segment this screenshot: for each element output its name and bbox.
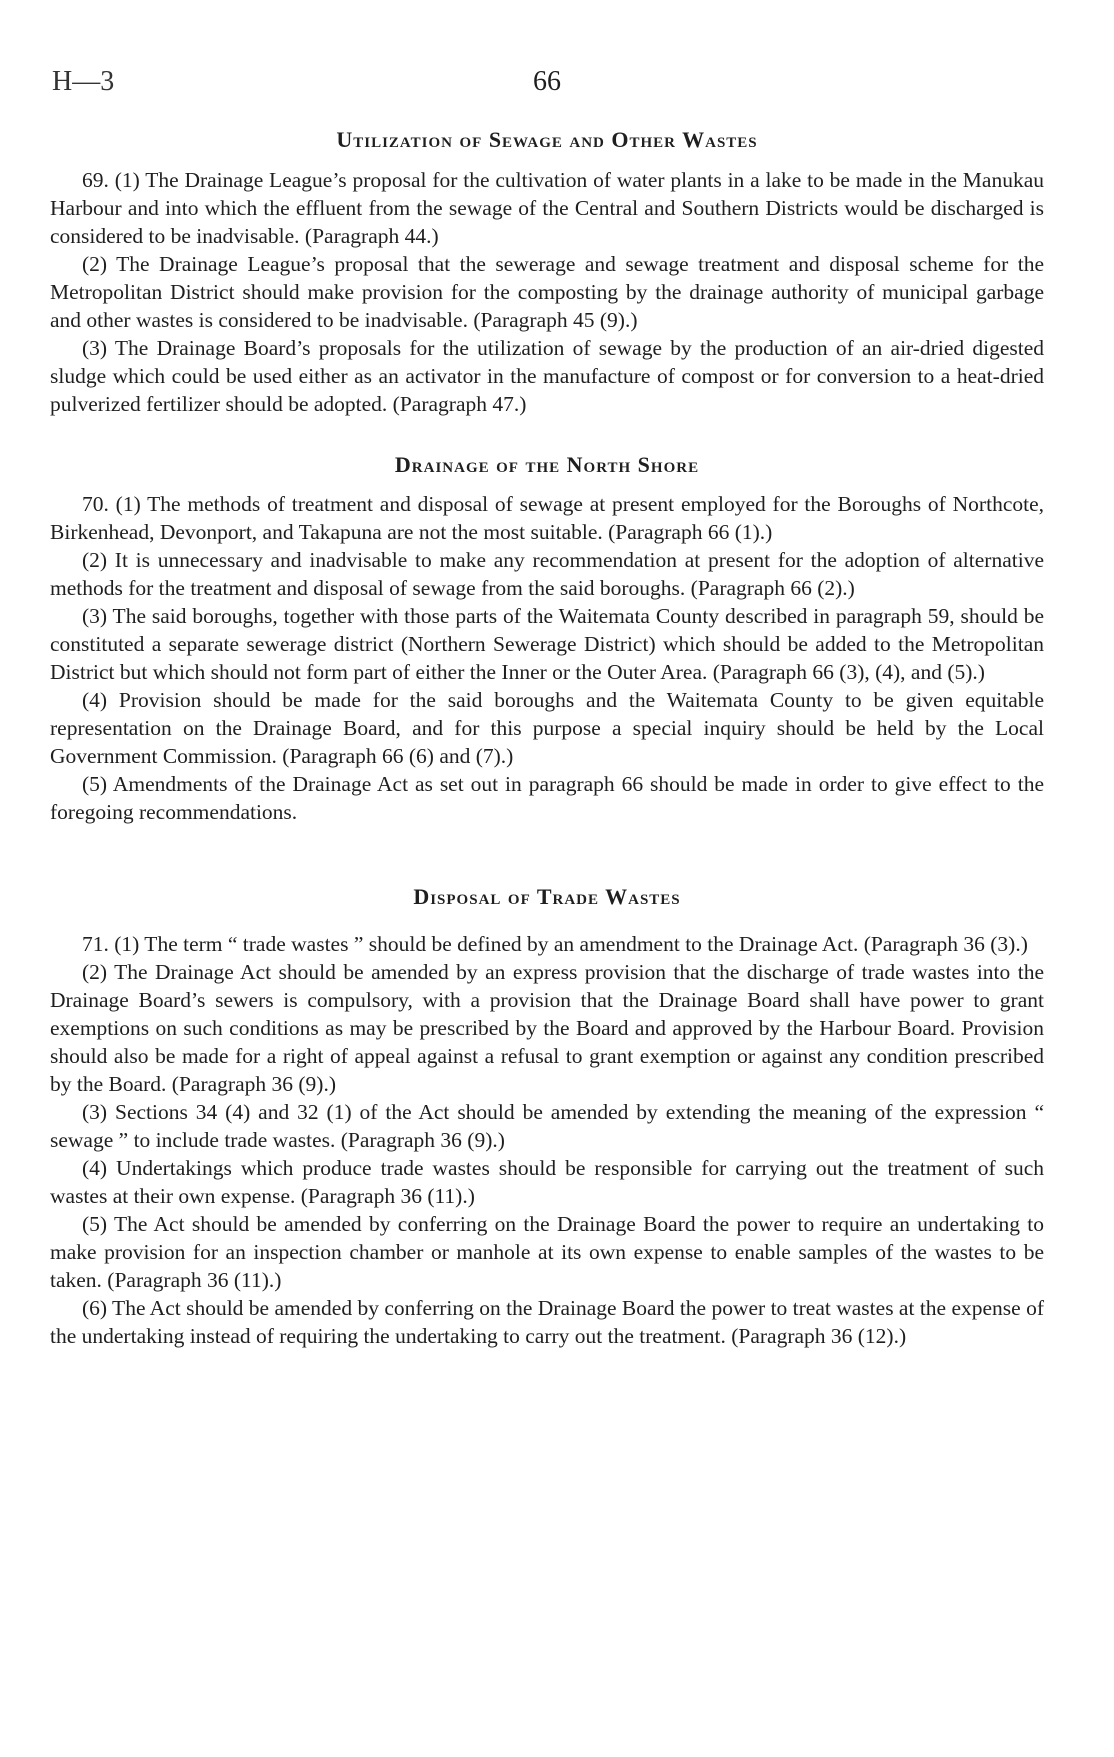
- paragraph: (5) The Act should be amended by conferring on the Drainage Board the power to require an undertaking to make provision for an inspection chamber or manhole at its own expense to enable samples of the wastes to be taken. (Paragraph 36 (11).): [50, 1212, 1044, 1292]
- paragraph: (2) The Drainage League’s proposal that the sewerage and sewage treatment and disposal scheme for the Metropolitan District should make provision for the composting by the drainage authority of municipal garbage and other wastes is considered to be inadvisable. (Paragraph 45 (9).): [50, 252, 1044, 332]
- section-heading-utilization: Utilization of Sewage and Other Wastes: [336, 127, 758, 152]
- section-trade-wastes: [50, 930, 1044, 1350]
- section-north-shore: [50, 490, 1044, 826]
- paragraph: (5) Amendments of the Drainage Act as set out in paragraph 66 should be made in order to give effect to the foregoing recommendations.: [50, 772, 1044, 824]
- paragraph: 70. (1) The methods of treatment and disposal of sewage at present employed for the Boroughs of Northcote, Birkenhead, Devonport, and Takapuna are not the most suitable. (Paragraph 66 (1).): [50, 492, 1044, 544]
- document-page: [50, 60, 1044, 1350]
- paragraph: (2) The Drainage Act should be amended by an express provision that the discharge of trade wastes into the Drainage Board’s sewers is compulsory, with a provision that the Drainage Board shall have power to grant exemptions on such conditions as may be prescribed by the Board and approved by the Harbour Board. Provision should also be made for a right of appeal against a refusal to grant exemption or against any condition prescribed by the Board. (Paragraph 36 (9).): [50, 960, 1044, 1096]
- paragraph: (4) Provision should be made for the said boroughs and the Waitemata County to be given equitable representation on the Drainage Board, and for this purpose a special inquiry should be held by the Local Government Commission. (Paragraph 66 (6) and (7).): [50, 688, 1044, 768]
- paragraph: (3) Sections 34 (4) and 32 (1) of the Act should be amended by extending the meaning of the expression “ sewage ” to include trade wastes. (Paragraph 36 (9).): [50, 1100, 1044, 1152]
- paragraph: 71. (1) The term “ trade wastes ” should be defined by an amendment to the Drainage Act. (Paragraph 36 (3).): [82, 932, 1028, 956]
- paragraph: (6) The Act should be amended by conferring on the Drainage Board the power to treat wastes at the expense of the undertaking instead of requiring the undertaking to carry out the treatment. (Paragraph 36 (12).): [50, 1296, 1044, 1348]
- page-number: 66: [533, 66, 561, 97]
- paragraph: (4) Undertakings which produce trade wastes should be responsible for carrying out the treatment of such wastes at their own expense. (Paragraph 36 (11).): [50, 1156, 1044, 1208]
- section-heading-north-shore: Drainage of the North Shore: [394, 452, 700, 477]
- paragraph: (3) The Drainage Board’s proposals for the utilization of sewage by the production of an air-dried digested sludge which could be used either as an activator in the manufacture of compost or for conversion to a heat-dried pulverized fertilizer should be adopted. (Paragraph 47.): [50, 336, 1044, 416]
- section-heading-trade-wastes: Disposal of Trade Wastes: [413, 884, 681, 909]
- document-reference: H—3: [52, 66, 115, 97]
- section-utilization: [50, 166, 1044, 418]
- paragraph: (2) It is unnecessary and inadvisable to make any recommendation at present for the adoption of alternative methods for the treatment and disposal of sewage from the said boroughs. (Paragraph 66 (2).): [50, 548, 1044, 600]
- paragraph: 69. (1) The Drainage League’s proposal for the cultivation of water plants in a lake to be made in the Manukau Harbour and into which the effluent from the sewage of the Central and Southern Districts would be discharged is considered to be inadvisable. (Paragraph 44.): [50, 168, 1044, 248]
- page-header: [50, 60, 1044, 100]
- paragraph: (3) The said boroughs, together with those parts of the Waitemata County described in paragraph 59, should be constituted a separate sewerage district (Northern Sewerage District) which should be added to the Metropolitan District but which should not form part of either the Inner or the Outer Area. (Paragraph 66 (3), (4), and (5).): [50, 604, 1044, 684]
